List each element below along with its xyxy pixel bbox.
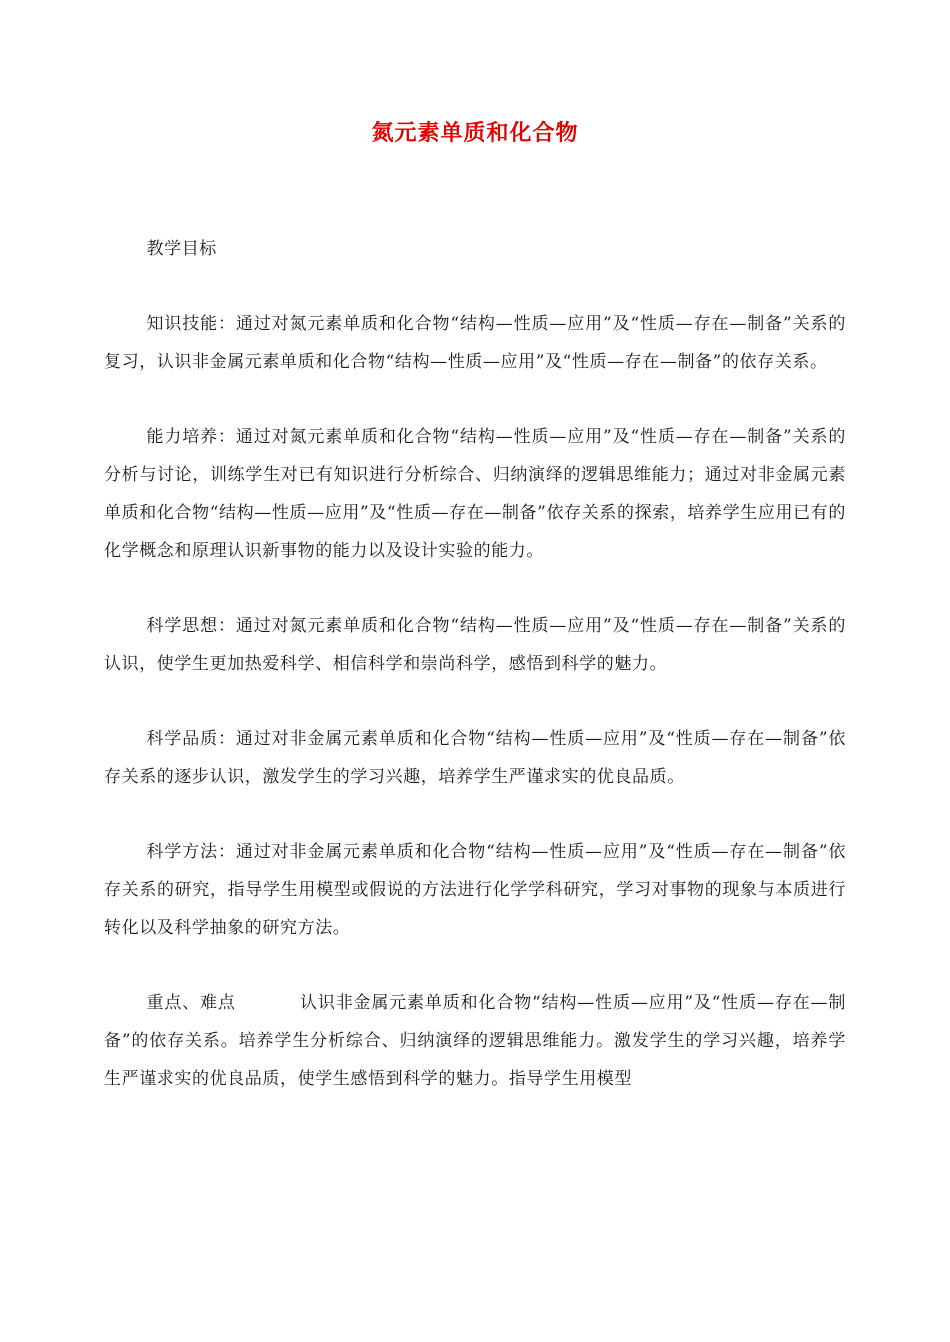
document-title: 氮元素单质和化合物 bbox=[371, 120, 579, 146]
key-points-label: 重点、难点 bbox=[146, 993, 236, 1013]
paragraph-ability: 能力培养：通过对氮元素单质和化合物“结构—性质—应用”及“性质—存在—制备”关系的分析与讨论，训练学生对已有知识进行分析综合、归纳演绎的逻辑思维能力；通过对非金属元素单质和化合物“结构—性质—应用”及“性质—存在—制备”依存关系的探索，培养学生应用已有的化学概念和原理认识新事物的能力以及设计实验的能力。 bbox=[104, 427, 846, 561]
paragraph-method: 科学方法：通过对非金属元素单质和化合物“结构—性质—应用”及“性质—存在—制备”依存关系的研究，指导学生用模型或假说的方法进行化学学科研究，学习对事物的现象与本质进行转化以及科学抽象的研究方法。 bbox=[104, 842, 846, 938]
paragraph-quality: 科学品质：通过对非金属元素单质和化合物“结构—性质—应用”及“性质—存在—制备”依存关系的逐步认识，激发学生的学习兴趣，培养学生严谨求实的优良品质。 bbox=[104, 729, 846, 787]
key-points-text: 认识非金属元素单质和化合物“结构—性质—应用”及“性质—存在—制备”的依存关系。培养学生分析综合、归纳演绎的逻辑思维能力。激发学生的学习兴趣，培养学生严谨求实的优良品质，使学生感悟到科学的魅力。指导学生用模型 bbox=[104, 993, 846, 1089]
document-body bbox=[104, 230, 846, 1135]
section-heading: 教学目标 bbox=[146, 239, 217, 259]
paragraph-knowledge: 知识技能：通过对氮元素单质和化合物“结构—性质—应用”及“性质—存在—制备”关系的复习，认识非金属元素单质和化合物“结构—性质—应用”及“性质—存在—制备”的依存关系。 bbox=[104, 314, 846, 372]
paragraph-key-points bbox=[104, 984, 846, 1098]
paragraph-thought: 科学思想：通过对氮元素单质和化合物“结构—性质—应用”及“性质—存在—制备”关系的认识，使学生更加热爱科学、相信科学和崇尚科学，感悟到科学的魅力。 bbox=[104, 616, 846, 674]
